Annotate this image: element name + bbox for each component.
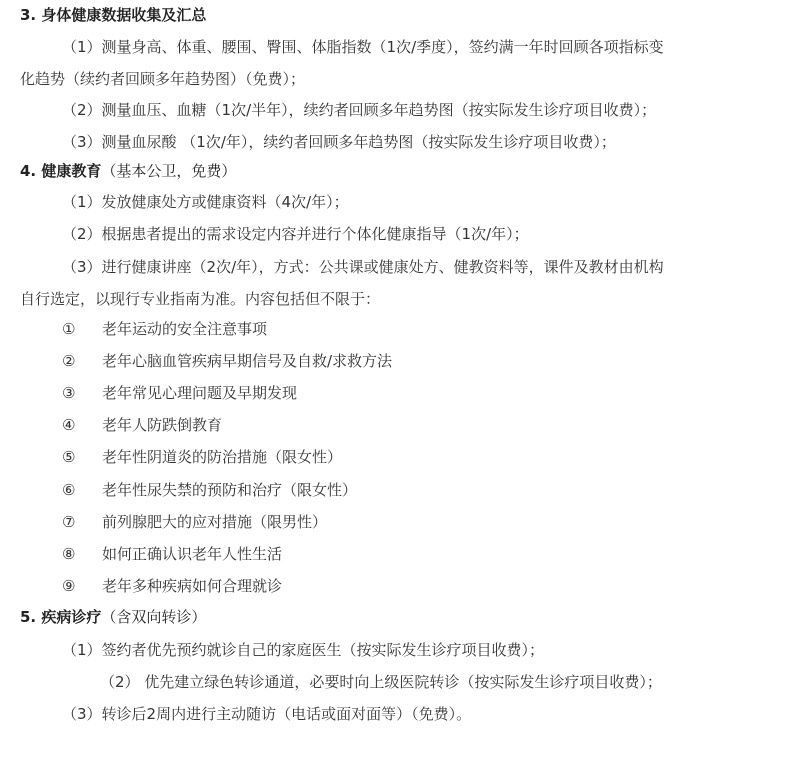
section-3-item-1-cont: 化趋势（续约者回顾多年趋势图）（免费）；: [20, 70, 306, 88]
topic-number: ②: [62, 352, 76, 370]
topic-item: [62, 511, 327, 533]
topic-item: [62, 318, 267, 340]
topic-number: ⑨: [62, 577, 76, 595]
topic-item: [62, 575, 282, 597]
topic-number: ③: [62, 384, 76, 402]
section-3-item-1: （1）测量身高、体重、腰围、臀围、体脂指数（1次/季度），签约满一年时回顾各项指标变: [62, 38, 664, 56]
section-5-item-3: （3）转诊后2周内进行主动随访（电话或面对面等）（免费）。: [62, 705, 472, 723]
topic-item: [62, 350, 392, 372]
section-4-item-2: （2）根据患者提出的需求设定内容并进行个体化健康指导（1次/年）；: [62, 225, 529, 243]
topic-text: 老年性尿失禁的预防和治疗（限女性）: [102, 481, 358, 499]
topic-text: 老年性阴道炎的防治措施（限女性）: [102, 448, 343, 466]
topic-item: [62, 543, 282, 565]
section-5-note: （含双向转诊）: [101, 608, 207, 626]
section-4-item-3: （3）进行健康讲座（2次/年），方式：公共课或健康处方、健教资料等，课件及教材由机构: [62, 258, 664, 276]
topic-item: [62, 446, 342, 468]
section-4-heading: [20, 160, 236, 182]
topic-text: 如何正确认识老年人性生活: [102, 545, 283, 563]
topic-number: ①: [62, 320, 76, 338]
topic-text: 老年多种疾病如何合理就诊: [102, 577, 283, 595]
section-5-item-2: （2） 优先建立绿色转诊通道，必要时向上级医院转诊（按实际发生诊疗项目收费）；: [100, 673, 662, 691]
topic-text: 老年常见心理问题及早期发现: [102, 384, 298, 402]
topic-number: ⑤: [62, 448, 76, 466]
section-4-item-1: （1）发放健康处方或健康资料（4次/年）；: [62, 193, 349, 211]
section-5-heading: [20, 606, 206, 628]
section-3-item-2: （2）测量血压、血糖（1次/半年），续约者回顾多年趋势图（按实际发生诊疗项目收费）；: [62, 101, 657, 119]
topic-item: [62, 382, 297, 404]
section-4-note: （基本公卫，免费）: [101, 162, 237, 180]
section-3-heading: [20, 4, 206, 26]
topic-number: ⑥: [62, 481, 76, 499]
section-4-title: 4. 健康教育: [20, 162, 102, 180]
topic-text: 老年心脑血管疾病早期信号及自救/求救方法: [102, 352, 393, 370]
section-3-title: 3. 身体健康数据收集及汇总: [20, 6, 207, 24]
topic-text: 老年运动的安全注意事项: [102, 320, 268, 338]
section-5-item-1: （1）签约者优先预约就诊自己的家庭医生（按实际发生诊疗项目收费）；: [62, 641, 545, 659]
topic-number: ④: [62, 416, 76, 434]
topic-text: 前列腺肥大的应对措施（限男性）: [102, 513, 328, 531]
topic-text: 老年人防跌倒教育: [102, 416, 223, 434]
topic-item: [62, 414, 222, 436]
topic-item: [62, 479, 357, 501]
topic-number: ⑧: [62, 545, 76, 563]
section-5-title: 5. 疾病诊疗: [20, 608, 102, 626]
section-4-item-3-cont: 自行选定，以现行专业指南为准。内容包括但不限于：: [20, 290, 381, 308]
section-3-item-3: （3）测量血尿酸 （1次/年），续约者回顾多年趋势图（按实际发生诊疗项目收费）；: [62, 133, 616, 151]
topic-number: ⑦: [62, 513, 76, 531]
